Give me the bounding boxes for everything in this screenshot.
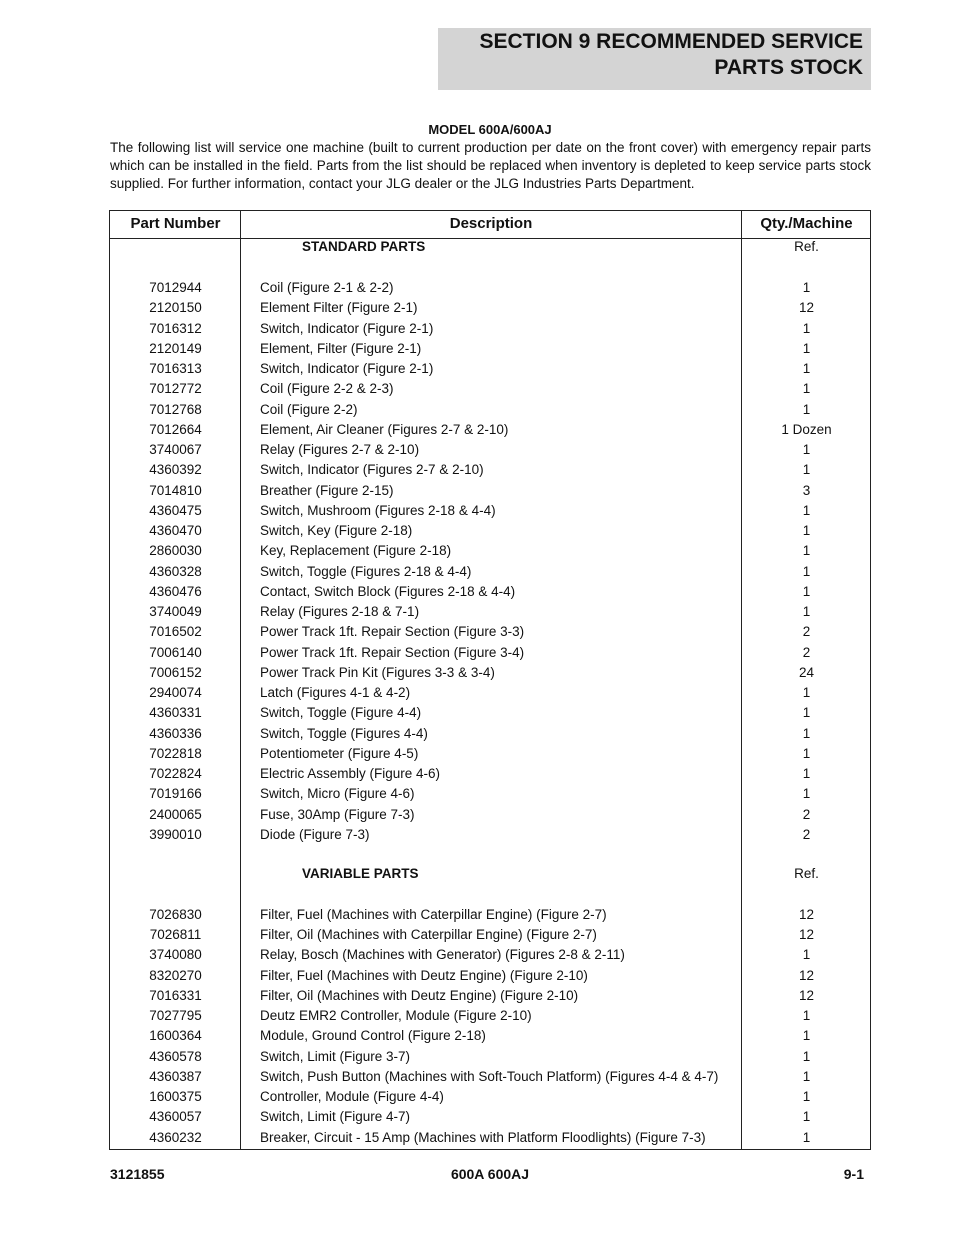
part-qty: 1 — [802, 1048, 811, 1064]
table-row — [110, 361, 870, 381]
part-number: 4360336 — [149, 725, 202, 741]
part-description: Relay, Bosch (Machines with Generator) (Figures 2-8 & 2-11) — [260, 947, 625, 963]
part-description: Switch, Toggle (Figures 4-4) — [260, 725, 428, 741]
part-description: Controller, Module (Figure 4-4) — [260, 1089, 444, 1104]
part-number: 4360057 — [149, 1109, 202, 1125]
part-number: 7022818 — [149, 745, 202, 761]
part-qty: 1 — [802, 502, 811, 518]
part-qty: 1 — [802, 361, 811, 376]
table-row — [110, 726, 870, 746]
part-number: 4360328 — [149, 563, 202, 579]
part-description: Filter, Oil (Machines with Caterpillar Engine) (Figure 2-7) — [260, 927, 597, 942]
table-row — [110, 402, 870, 422]
table-row — [110, 1089, 870, 1109]
part-description: Coil (Figure 2-2 & 2-3) — [260, 381, 394, 397]
column-header-qty: Qty./Machine — [760, 215, 853, 232]
part-number: 8320270 — [149, 967, 202, 983]
part-number: 7026830 — [149, 906, 202, 922]
part-qty: 3 — [802, 482, 811, 498]
part-description: Switch, Push Button (Machines with Soft-Touch Platform) (Figures 4-4 & 4-7) — [260, 1068, 719, 1084]
parts-table — [109, 210, 871, 1150]
table-row — [110, 907, 870, 927]
part-description: Element Filter (Figure 2-1) — [260, 300, 418, 316]
part-qty: 2 — [802, 826, 811, 842]
section-title: VARIABLE PARTS — [302, 866, 419, 882]
part-qty: 1 — [802, 462, 811, 478]
part-description: Switch, Toggle (Figure 4-4) — [260, 705, 422, 721]
part-qty: 1 Dozen — [781, 421, 832, 437]
part-description: Module, Ground Control (Figure 2-18) — [260, 1028, 486, 1044]
table-row — [110, 1069, 870, 1089]
part-qty: 1 — [802, 583, 811, 599]
part-description: Contact, Switch Block (Figures 2-18 & 4-4) — [260, 583, 516, 599]
part-description: Fuse, 30Amp (Figure 7-3) — [260, 806, 415, 822]
part-number: 3990010 — [149, 826, 202, 842]
part-description: Switch, Toggle (Figures 2-18 & 4-4) — [260, 563, 472, 579]
part-description: Element, Filter (Figure 2-1) — [260, 340, 422, 356]
table-row — [110, 341, 870, 361]
table-row — [110, 300, 870, 320]
part-description: Power Track 1ft. Repair Section (Figure 3-3) — [260, 624, 525, 640]
table-row — [110, 665, 870, 685]
part-qty: 24 — [798, 664, 815, 680]
part-description: Switch, Indicator (Figure 2-1) — [260, 320, 434, 336]
table-row — [110, 381, 870, 401]
part-description: Switch, Limit (Figure 4-7) — [260, 1109, 411, 1125]
part-description: Coil (Figure 2-2) — [260, 401, 358, 417]
section-title-line1: SECTION 9 RECOMMENDED SERVICE — [479, 30, 863, 53]
table-row — [110, 503, 870, 523]
part-qty: 1 — [802, 320, 811, 336]
table-row — [110, 321, 870, 341]
table-row — [110, 1049, 870, 1069]
part-description: Switch, Mushroom (Figures 2-18 & 4-4) — [260, 502, 496, 518]
part-qty: 1 — [802, 401, 811, 417]
part-description: Diode (Figure 7-3) — [260, 826, 370, 842]
section-row — [110, 239, 870, 259]
part-number: 2120150 — [149, 300, 202, 316]
part-number: 1600375 — [149, 1089, 202, 1104]
part-description: Power Track Pin Kit (Figures 3-3 & 3-4) — [260, 664, 495, 680]
part-number: 4360475 — [149, 502, 202, 518]
part-number: 2860030 — [149, 543, 202, 559]
part-number: 3740049 — [149, 604, 202, 619]
part-description: Deutz EMR2 Controller, Module (Figure 2-10) — [260, 1008, 532, 1023]
column-header-description: Description — [449, 215, 533, 232]
part-qty: 1 — [802, 685, 811, 700]
part-qty: 1 — [802, 947, 811, 963]
table-row — [110, 927, 870, 947]
section-ref: Ref. — [794, 239, 819, 254]
part-qty: 1 — [802, 1129, 811, 1145]
part-description: Switch, Key (Figure 2-18) — [260, 523, 413, 538]
section-title-line2: PARTS STOCK — [714, 56, 863, 79]
table-row — [110, 462, 870, 482]
section-ref: Ref. — [794, 866, 819, 882]
table-row — [110, 483, 870, 503]
table-row — [110, 947, 870, 967]
table-row — [110, 827, 870, 847]
part-number: 7016313 — [149, 361, 202, 376]
part-qty: 1 — [802, 280, 811, 295]
part-description: Power Track 1ft. Repair Section (Figure 3-4) — [260, 644, 525, 660]
section-row — [110, 866, 870, 886]
part-description: Switch, Indicator (Figures 2-7 & 2-10) — [260, 462, 484, 478]
part-number: 3740067 — [149, 442, 202, 457]
part-number: 4360331 — [149, 705, 202, 721]
part-number: 7006140 — [149, 644, 202, 660]
part-qty: 1 — [802, 1028, 811, 1044]
part-number: 7016312 — [149, 320, 202, 336]
table-row — [110, 604, 870, 624]
part-number: 4360387 — [149, 1068, 202, 1084]
part-qty: 1 — [802, 543, 811, 559]
part-qty: 1 — [802, 725, 811, 741]
part-description: Potentiometer (Figure 4-5) — [260, 745, 419, 761]
part-qty: 12 — [798, 906, 815, 922]
part-description: Filter, Fuel (Machines with Caterpillar Engine) (Figure 2-7) — [260, 906, 607, 922]
part-description: Breaker, Circuit - 15 Amp (Machines with Platform Floodlights) (Figure 7-3) — [260, 1129, 706, 1145]
part-qty: 1 — [802, 1109, 811, 1125]
table-row — [110, 786, 870, 806]
table-row — [110, 422, 870, 442]
part-number: 7026811 — [149, 927, 202, 942]
part-number: 7019166 — [149, 786, 202, 802]
table-row — [110, 1008, 870, 1028]
part-number: 2400065 — [149, 806, 202, 822]
table-row — [110, 564, 870, 584]
part-number: 2940074 — [149, 685, 202, 700]
part-number: 4360470 — [149, 523, 202, 538]
table-row — [110, 685, 870, 705]
part-qty: 2 — [802, 624, 811, 640]
part-qty: 1 — [802, 786, 811, 802]
table-row — [110, 624, 870, 644]
part-qty: 1 — [802, 563, 811, 579]
part-number: 1600364 — [149, 1028, 202, 1044]
part-qty: 12 — [798, 987, 815, 1003]
part-number: 7022824 — [149, 766, 202, 781]
part-qty: 1 — [802, 1008, 811, 1023]
part-description: Switch, Micro (Figure 4-6) — [260, 786, 415, 802]
part-description: Key, Replacement (Figure 2-18) — [260, 543, 452, 559]
table-row — [110, 746, 870, 766]
part-description: Breather (Figure 2-15) — [260, 482, 394, 498]
part-number: 4360476 — [149, 583, 202, 599]
part-number: 7014810 — [149, 482, 202, 498]
part-number: 3740080 — [149, 947, 202, 963]
part-description: Electric Assembly (Figure 4-6) — [260, 766, 441, 781]
footer-page-number: 9-1 — [843, 1166, 864, 1182]
part-qty: 1 — [802, 766, 811, 781]
part-number: 4360392 — [149, 462, 202, 478]
part-qty: 12 — [798, 927, 815, 942]
table-row — [110, 968, 870, 988]
part-number: 4360578 — [149, 1048, 202, 1064]
part-qty: 1 — [802, 381, 811, 397]
part-number: 7027795 — [149, 1008, 202, 1023]
table-row — [110, 1109, 870, 1129]
footer-model: 600A 600AJ — [450, 1166, 530, 1182]
part-number: 7016502 — [149, 624, 202, 640]
part-qty: 12 — [798, 967, 815, 983]
table-row — [110, 1028, 870, 1048]
part-qty: 1 — [802, 442, 811, 457]
table-row — [110, 543, 870, 563]
part-description: Filter, Oil (Machines with Deutz Engine) (Figure 2-10) — [260, 987, 579, 1003]
part-qty: 1 — [802, 705, 811, 721]
table-row — [110, 1130, 870, 1150]
part-number: 7012664 — [149, 421, 202, 437]
table-row — [110, 988, 870, 1008]
part-number: 2120149 — [149, 340, 202, 356]
column-header-part-number: Part Number — [130, 215, 221, 232]
section-title-banner — [438, 28, 871, 90]
part-qty: 1 — [802, 604, 811, 619]
table-row — [110, 645, 870, 665]
table-row — [110, 442, 870, 462]
part-number: 4360232 — [149, 1129, 202, 1145]
part-qty: 1 — [802, 340, 811, 356]
footer-doc-number: 3121855 — [110, 1166, 165, 1182]
section-title: STANDARD PARTS — [302, 239, 426, 254]
part-number: 7016331 — [149, 987, 202, 1003]
part-description: Switch, Indicator (Figure 2-1) — [260, 361, 434, 376]
model-title: MODEL 600A/600AJ — [428, 122, 552, 137]
part-description: Switch, Limit (Figure 3-7) — [260, 1048, 411, 1064]
part-description: Relay (Figures 2-18 & 7-1) — [260, 604, 420, 619]
part-description: Filter, Fuel (Machines with Deutz Engine) (Figure 2-10) — [260, 967, 588, 983]
part-description: Latch (Figures 4-1 & 4-2) — [260, 685, 411, 700]
part-qty: 1 — [802, 1089, 811, 1104]
table-row — [110, 523, 870, 543]
part-qty: 1 — [802, 1068, 811, 1084]
part-qty: 1 — [802, 523, 811, 538]
part-number: 7012768 — [149, 401, 202, 417]
table-row — [110, 807, 870, 827]
part-qty: 2 — [802, 806, 811, 822]
table-row — [110, 584, 870, 604]
part-qty: 12 — [798, 300, 815, 316]
intro-paragraph: The following list will service one machine (built to current production per date on the front cover) with emergency repair parts which can be installed in the field. Parts from the list should be replaced when inventory is depleted to keep service parts stock supplied. For further information, contact your JLG dealer or the JLG Industries Parts Department. — [110, 140, 871, 191]
table-row — [110, 766, 870, 786]
part-number: 7006152 — [149, 664, 202, 680]
part-number: 7012772 — [149, 381, 202, 397]
part-qty: 2 — [802, 644, 811, 660]
part-description: Coil (Figure 2-1 & 2-2) — [260, 280, 394, 295]
part-description: Element, Air Cleaner (Figures 2-7 & 2-10) — [260, 421, 509, 437]
table-row — [110, 280, 870, 300]
part-number: 7012944 — [149, 280, 202, 295]
part-description: Relay (Figures 2-7 & 2-10) — [260, 442, 420, 457]
table-row — [110, 705, 870, 725]
part-qty: 1 — [802, 745, 811, 761]
